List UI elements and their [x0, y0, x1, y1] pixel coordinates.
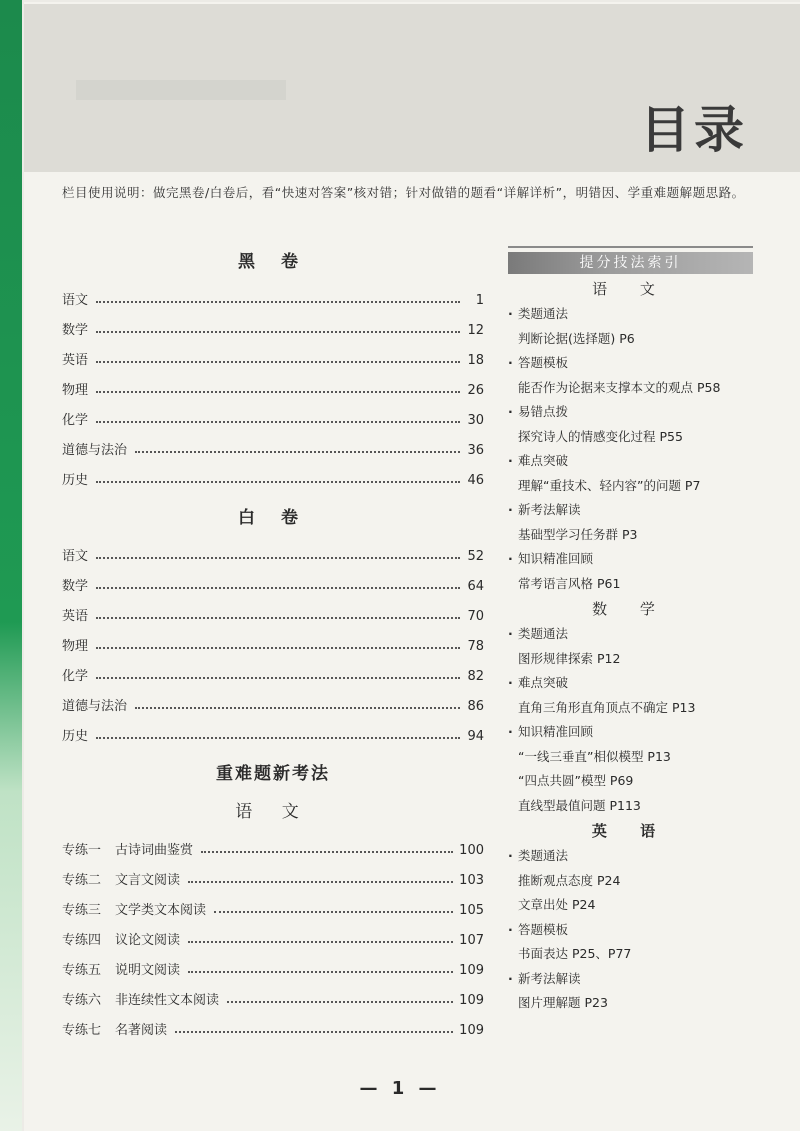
black-volume-list — [62, 278, 484, 488]
index-item[interactable]: 书面表达 P25、P77 — [518, 946, 632, 961]
toc-label: 数学 — [62, 323, 89, 338]
index-category: · 答题模板 — [508, 351, 753, 376]
toc-prefix: 专练三 — [62, 903, 102, 918]
toc-page: 12 — [467, 323, 484, 338]
bullet-icon: · — [508, 355, 513, 370]
index-item[interactable]: 判断论据(选择题) P6 — [518, 330, 635, 346]
toc-left-column — [62, 246, 484, 1038]
leader-dots — [188, 971, 453, 973]
toc-label: 语文 — [62, 293, 89, 308]
index-category: · 难点突破 — [508, 671, 753, 696]
new-method-list — [62, 828, 484, 1038]
bullet-icon: · — [508, 404, 513, 419]
index-banner — [508, 244, 753, 274]
toc-page: 46 — [467, 473, 484, 488]
toc-page: 18 — [467, 353, 484, 368]
leader-dots — [96, 391, 460, 393]
toc-row[interactable] — [62, 978, 484, 1008]
green-edge-strip — [0, 0, 22, 1131]
toc-row[interactable] — [62, 858, 484, 888]
toc-page: 78 — [467, 639, 484, 654]
toc-page: 105 — [459, 903, 484, 918]
index-item[interactable]: 推断观点态度 P24 — [518, 872, 621, 888]
toc-page: 109 — [459, 993, 484, 1008]
index-item[interactable]: 直角三角形直角顶点不确定 P13 — [518, 699, 696, 715]
bullet-icon: · — [508, 551, 513, 566]
toc-prefix: 专练一 — [62, 843, 102, 858]
toc-page: 26 — [467, 383, 484, 398]
toc-label: 物理 — [62, 383, 89, 398]
index-category: · 知识精准回顾 — [508, 720, 753, 745]
index-item[interactable]: 常考语言风格 P61 — [518, 575, 621, 591]
index-subject-english: 英 语 — [591, 822, 670, 840]
toc-row[interactable] — [62, 918, 484, 948]
leader-dots — [96, 301, 460, 303]
index-item[interactable]: “四点共圆”模型 P69 — [518, 773, 634, 788]
toc-row[interactable] — [62, 828, 484, 858]
usage-instructions: 栏目使用说明：做完黑卷/白卷后，看“快速对答案”核对错；针对做错的题看“详解详析”，明错因、学重难题解题思路。 — [62, 185, 745, 200]
bullet-icon: · — [508, 306, 513, 321]
index-item[interactable]: 理解“重技术、轻内容”的问题 P7 — [518, 477, 701, 493]
toc-label: 非连续性文本阅读 — [115, 993, 220, 1008]
toc-label: 英语 — [62, 609, 89, 624]
index-item[interactable]: 文章出处 P24 — [518, 897, 596, 912]
bullet-icon: · — [508, 626, 513, 641]
bullet-icon: · — [508, 453, 513, 468]
bullet-icon: · — [508, 502, 513, 517]
leader-dots — [201, 851, 453, 853]
technique-index-column — [508, 244, 753, 1016]
leader-dots — [175, 1031, 453, 1033]
toc-label: 议论文阅读 — [115, 933, 181, 948]
toc-label: 历史 — [62, 729, 89, 744]
toc-page: 107 — [459, 933, 484, 948]
toc-prefix: 专练二 — [62, 873, 102, 888]
toc-prefix: 专练七 — [62, 1023, 102, 1038]
page-title: 目录 — [640, 101, 748, 159]
toc-page: 70 — [467, 609, 484, 624]
index-category: · 类题通法 — [508, 622, 753, 647]
toc-label: 道德与法治 — [62, 699, 128, 714]
leader-dots — [96, 617, 460, 619]
toc-row[interactable] — [62, 888, 484, 918]
toc-row[interactable] — [62, 368, 484, 398]
new-method-subject: 语 文 — [235, 802, 311, 822]
toc-row[interactable] — [62, 308, 484, 338]
leader-dots — [96, 737, 460, 739]
white-volume-heading: 白 卷 — [238, 508, 308, 528]
index-category: · 新考法解读 — [508, 967, 753, 992]
index-category: · 类题通法 — [508, 844, 753, 869]
toc-label: 道德与法治 — [62, 443, 128, 458]
toc-label: 文学类文本阅读 — [115, 903, 207, 918]
toc-page: 30 — [467, 413, 484, 428]
index-item[interactable]: 图片理解题 P23 — [518, 995, 608, 1010]
leader-dots — [214, 911, 453, 913]
bullet-icon: · — [508, 675, 513, 690]
toc-prefix: 专练四 — [62, 933, 102, 948]
toc-page: 109 — [459, 1023, 484, 1038]
leader-dots — [96, 481, 460, 483]
leader-dots — [227, 1001, 453, 1003]
index-category: · 易错点拨 — [508, 400, 753, 425]
toc-page: 86 — [467, 699, 484, 714]
toc-page: 36 — [467, 443, 484, 458]
toc-label: 文言文阅读 — [115, 873, 181, 888]
leader-dots — [96, 677, 460, 679]
toc-page: 52 — [467, 549, 484, 564]
toc-row[interactable] — [62, 948, 484, 978]
toc-page: 103 — [459, 873, 484, 888]
leader-dots — [96, 361, 460, 363]
toc-row[interactable] — [62, 398, 484, 428]
toc-prefix: 专练六 — [62, 993, 102, 1008]
leader-dots — [188, 881, 453, 883]
toc-row[interactable] — [62, 278, 484, 308]
index-item[interactable]: 能否作为论据来支撑本文的观点 P58 — [518, 379, 721, 395]
leader-dots — [96, 647, 460, 649]
bullet-icon: · — [508, 848, 513, 863]
toc-row[interactable] — [62, 534, 484, 564]
new-method-heading: 重难题新考法 — [216, 764, 330, 784]
toc-label: 英语 — [62, 353, 89, 368]
index-category: · 答题模板 — [508, 918, 753, 943]
toc-row[interactable] — [62, 428, 484, 458]
toc-row[interactable] — [62, 338, 484, 368]
index-item[interactable]: 图形规律探索 P12 — [518, 650, 621, 666]
toc-label: 说明文阅读 — [115, 963, 181, 978]
leader-dots — [135, 451, 460, 453]
toc-row[interactable] — [62, 594, 484, 624]
toc-label: 古诗词曲鉴赏 — [115, 843, 194, 858]
toc-row[interactable] — [62, 624, 484, 654]
bullet-icon: · — [508, 921, 513, 937]
index-category: · 类题通法 — [508, 302, 753, 327]
leader-dots — [96, 331, 460, 333]
toc-prefix: 专练五 — [62, 963, 102, 978]
toc-label: 数学 — [62, 579, 89, 594]
page-number: — 1 — — [359, 1078, 441, 1099]
index-subject-math: 数 学 — [592, 600, 669, 618]
bullet-icon: · — [508, 724, 513, 739]
index-category: · 新考法解读 — [508, 498, 753, 523]
banner-rule — [508, 246, 753, 248]
toc-label: 物理 — [62, 639, 89, 654]
bullet-icon: · — [508, 970, 513, 986]
toc-row[interactable] — [62, 654, 484, 684]
leader-dots — [96, 587, 460, 589]
toc-label: 化学 — [62, 413, 89, 428]
index-item[interactable]: 直线型最值问题 P113 — [518, 797, 641, 813]
index-item[interactable]: 基础型学习任务群 P3 — [518, 526, 638, 542]
toc-page: 109 — [459, 963, 484, 978]
index-banner-title: 提分技法索引 — [508, 252, 753, 274]
toc-row[interactable] — [62, 714, 484, 744]
leader-dots — [96, 421, 460, 423]
toc-page: 94 — [467, 729, 484, 744]
index-subject-chinese: 语 文 — [592, 280, 669, 298]
header-faint-banner — [76, 80, 286, 100]
leader-dots — [96, 557, 460, 559]
toc-label: 历史 — [62, 473, 89, 488]
white-volume-list — [62, 534, 484, 744]
leader-dots — [135, 707, 460, 709]
toc-page: 1 — [475, 293, 484, 308]
toc-page: 100 — [459, 843, 484, 858]
toc-row[interactable] — [62, 458, 484, 488]
black-volume-heading: 黑 卷 — [238, 252, 308, 272]
toc-label: 化学 — [62, 669, 89, 684]
index-item[interactable]: “一线三垂直”相似模型 P13 — [518, 748, 671, 764]
toc-label: 语文 — [62, 549, 89, 564]
index-item[interactable]: 探究诗人的情感变化过程 P55 — [518, 428, 683, 444]
toc-page: 82 — [467, 669, 484, 684]
index-category: · 难点突破 — [508, 449, 753, 474]
index-category: · 知识精准回顾 — [508, 547, 753, 572]
toc-row[interactable] — [62, 684, 484, 714]
toc-label: 名著阅读 — [115, 1023, 168, 1038]
toc-row[interactable] — [62, 1008, 484, 1038]
toc-row[interactable] — [62, 564, 484, 594]
leader-dots — [188, 941, 453, 943]
toc-page: 64 — [467, 579, 484, 594]
